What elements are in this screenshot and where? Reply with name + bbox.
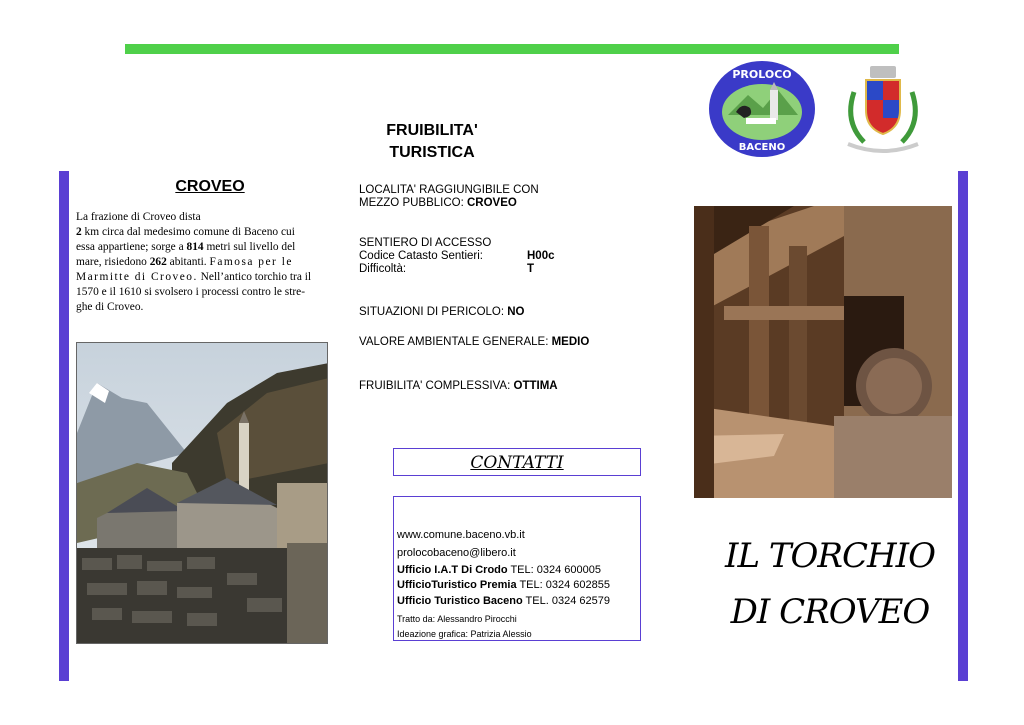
contatti-heading: CONTATTI xyxy=(393,448,641,476)
cover-title-line-1: IL TORCHIO xyxy=(725,536,935,576)
left-purple-bar xyxy=(59,171,69,681)
proloco-baceno-logo xyxy=(708,60,816,158)
top-green-bar xyxy=(125,44,899,54)
credit-design: Ideazione grafica: Patrizia Alessio xyxy=(397,629,532,639)
pericolo-info: SITUAZIONI DI PERICOLO: NO xyxy=(359,306,525,318)
fruibilita-heading: FRUIBILITA' TURISTICA xyxy=(386,122,478,161)
coat-of-arms-logo xyxy=(834,62,932,156)
credit-author: Tratto da: Alessandro Pirocchi xyxy=(397,614,517,624)
cover-title-line-2: DI CROVEO xyxy=(730,592,930,632)
localita-info: LOCALITA' RAGGIUNGIBILE CON MEZZO PUBBLICO: CROVEO xyxy=(359,184,539,209)
svg-text:BACENO: BACENO xyxy=(738,142,786,153)
email-link[interactable]: prolocobaceno@libero.it xyxy=(397,547,516,559)
website-link[interactable]: www.comune.baceno.vb.it xyxy=(397,529,525,541)
sentiero-info: SENTIERO DI ACCESSO Codice Catasto Sentieri: H00c Difficoltà: T xyxy=(359,237,555,275)
office-baceno: Ufficio Turistico Baceno TEL. 0324 62579 xyxy=(397,595,610,607)
fruibilita-complessiva-info: FRUIBILITA' COMPLESSIVA: OTTIMA xyxy=(359,380,558,392)
office-premia: UfficioTuristico Premia TEL: 0324 602855 xyxy=(397,579,610,591)
valore-ambientale-info: VALORE AMBIENTALE GENERALE: MEDIO xyxy=(359,336,590,348)
croveo-village-photo xyxy=(76,342,328,644)
croveo-description: La frazione di Croveo dista 2 km circa dal medesimo comune di Baceno cui essa appartiene; sorge a 814 metri sul livello del mare, risiedono 262 abitanti. Famosa per le Marmitte di Croveo. Nell’antico torchio tra il 1570 e il 1610 si svolsero i processi contro le stre- ghe di Croveo. xyxy=(76,211,312,313)
office-crodo: Ufficio I.A.T Di Crodo TEL: 0324 600005 xyxy=(397,564,601,576)
svg-text:PROLOCO: PROLOCO xyxy=(732,68,792,81)
croveo-heading: CROVEO xyxy=(175,178,245,195)
torchio-press-photo xyxy=(694,206,952,498)
